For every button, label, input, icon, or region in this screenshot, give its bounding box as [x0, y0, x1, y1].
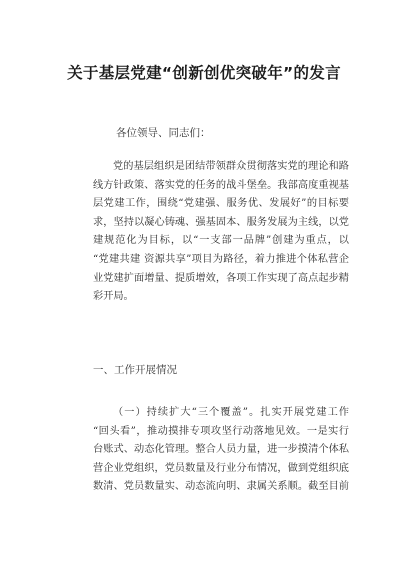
paragraph-line: （一）持续扩大“三个覆盖”。扎实开展党建工作	[113, 407, 349, 418]
paragraph-line: 营企业党组织，党员数量及行业分布情况，做到党组织底	[93, 462, 349, 474]
paragraph-section-1	[93, 404, 349, 497]
paragraph-line: 业党建扩面增量、提质增效，各项工作实现了高点起步精	[93, 272, 349, 284]
paragraph-line: 线方针政策、落实党的任务的战斗堡垒。我部高度重视基	[93, 179, 349, 191]
paragraph-line: 彩开局。	[93, 291, 134, 303]
paragraph-line: 台账式、动态化管理。整合人员力量，进一步摸清个体私	[93, 444, 349, 456]
document-title: 关于基层党建“创新创优突破年”的发言	[67, 64, 341, 82]
salutation: 各位领导、同志们：	[116, 127, 211, 139]
section-heading: 一、工作开展情况	[93, 364, 177, 376]
paragraph-line: 数清、党员数量实、动态流向明、隶属关系顺。截至目前	[93, 481, 349, 493]
paragraph-line: 求，坚持以凝心铸魂、强基固本、服务发展为主线，以党	[93, 216, 349, 228]
paragraph-intro	[93, 158, 349, 307]
paragraph-line: 层党建工作，围绕“党建强、服务优、发展好”的目标要	[93, 198, 349, 210]
paragraph-line: “党建共建 资源共享”项目为路径，着力推进个体私营企	[93, 253, 349, 265]
paragraph-line: “回头看”，推动摸排专项攻坚行动落地见效。一是实行	[93, 425, 349, 437]
paragraph-line: 党的基层组织是团结带领群众贯彻落实党的理论和路	[113, 161, 349, 172]
paragraph-line: 建规范化为目标，以“一支部一品牌”创建为重点，以	[93, 235, 349, 247]
